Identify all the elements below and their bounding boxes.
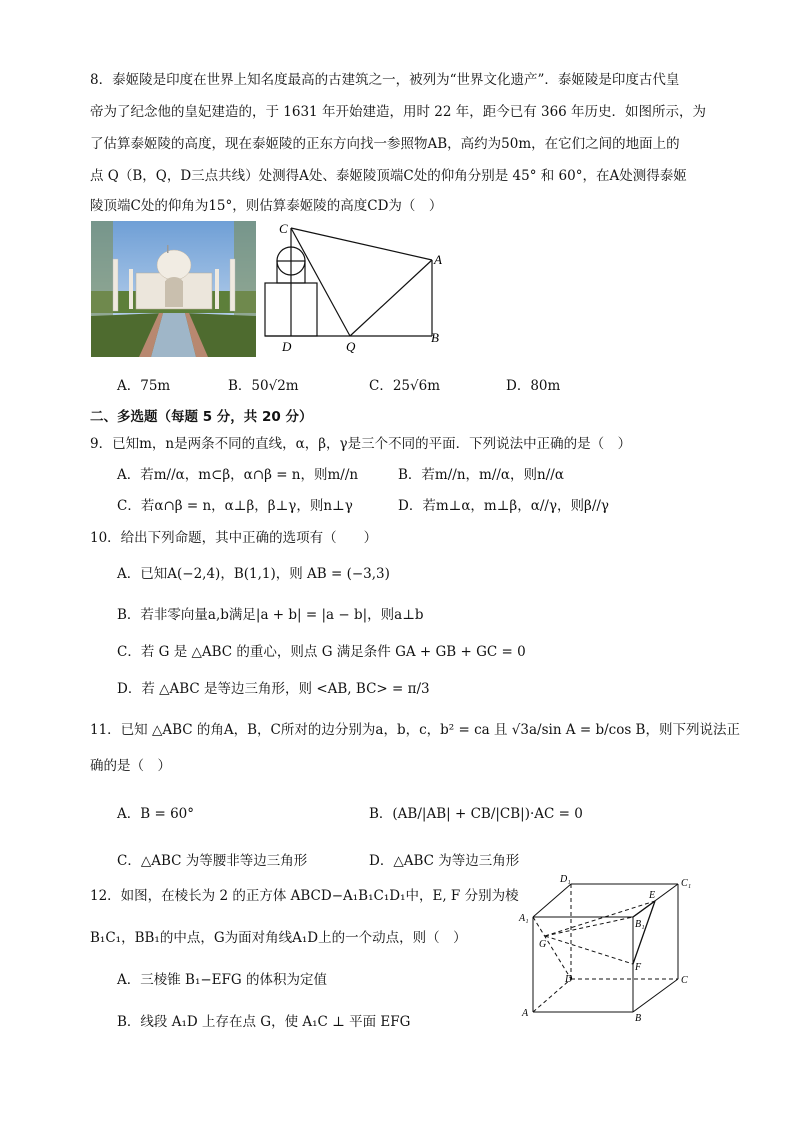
q12-stem-line-1: 12．如图，在棱长为 2 的正方体 ABCD−A₁B₁C₁D₁中，E, F 分别为棱 xyxy=(90,888,519,904)
cube-label-B1: B₁ xyxy=(635,919,645,930)
cube-label-D1: D₁ xyxy=(560,874,571,885)
cube-label-D: D xyxy=(565,974,573,985)
q8-line-1: 8．泰姬陵是印度在世界上知名度最高的古建筑之一，被列为“世界文化遗产”．泰姬陵是印度古代皇 xyxy=(90,72,680,88)
cube-diagram xyxy=(515,870,700,1025)
q9-option-c: C．若α∩β = n，α⊥β，β⊥γ，则n⊥γ xyxy=(117,498,353,514)
q8-line-4: 点 Q（B，Q，D三点共线）处测得A处、泰姬陵顶端C处的仰角分别是 45° 和 60°，在A处测得泰姬 xyxy=(90,168,687,184)
q8-option-b: B．50√2m xyxy=(228,378,299,394)
q10-option-b: B．若非零向量a,b满足|a + b| = |a − b|，则a⊥b xyxy=(117,607,424,623)
label-B: B xyxy=(431,330,439,345)
q10-option-c: C．若 G 是 △ABC 的重心，则点 G 满足条件 GA + GB + GC = 0 xyxy=(117,644,526,660)
section-heading-multiple-choice: 二、多选题（每题 5 分，共 20 分） xyxy=(90,409,313,425)
cube-label-A1: A₁ xyxy=(519,913,529,924)
q12-option-a: A．三棱锥 B₁−EFG 的体积为定值 xyxy=(117,972,327,988)
q8-option-d: D．80m xyxy=(506,378,561,394)
label-C: C xyxy=(279,221,288,236)
cube-label-A: A xyxy=(522,1008,529,1019)
q8-option-c: C．25√6m xyxy=(369,378,441,394)
q8-line-3: 了估算泰姬陵的高度，现在泰姬陵的正东方向找一参照物AB，高约为50m，在它们之间的地面上的 xyxy=(90,136,680,152)
q11-stem-line-2: 确的是（ ） xyxy=(90,758,171,774)
q10-stem: 10．给出下列命题，其中正确的选项有（ ） xyxy=(90,530,378,546)
label-A: A xyxy=(434,252,442,267)
q11-option-a: A．B = 60° xyxy=(117,806,194,822)
cube-label-G: G xyxy=(539,939,547,950)
q10-option-d: D．若 △ABC 是等边三角形，则 <AB, BC> = π/3 xyxy=(117,681,430,697)
q12-option-b: B．线段 A₁D 上存在点 G，使 A₁C ⊥ 平面 EFG xyxy=(117,1014,411,1030)
q12-stem-line-2: B₁C₁，BB₁的中点，G为面对角线A₁D上的一个动点，则（ ） xyxy=(90,930,467,946)
q9-option-d: D．若m⊥α，m⊥β，α//γ，则β//γ xyxy=(398,498,609,514)
cube-label-C: C xyxy=(681,975,688,986)
cube-label-C1: C₁ xyxy=(681,878,692,889)
label-Q: Q xyxy=(346,339,356,354)
q9-option-b: B．若m//n，m//α，则n//α xyxy=(398,467,564,483)
cube-label-E: E xyxy=(649,890,656,901)
q8-line-2: 帝为了纪念他的皇妃建造的，于 1631 年开始建造，用时 22 年，距今已有 366 年历史．如图所示，为 xyxy=(90,104,707,120)
q11-option-d: D．△ABC 为等边三角形 xyxy=(369,853,520,869)
cube-label-B: B xyxy=(635,1013,642,1024)
label-D: D xyxy=(282,339,292,354)
q8-line-5: 陵顶端C处的仰角为15°，则估算泰姬陵的高度CD为（ ） xyxy=(90,198,443,214)
q11-stem-line-1: 11．已知 △ABC 的角A，B，C所对的边分别为a，b，c，b² = ca 且 √3a/sin A = b/cos B，则下列说法正 xyxy=(90,722,740,738)
q10-option-a: A．已知A(−2,4)，B(1,1)，则 AB = (−3,3) xyxy=(117,566,390,582)
q9-stem: 9．已知m，n是两条不同的直线，α，β，γ是三个不同的平面．下列说法中正确的是（ ） xyxy=(90,436,632,452)
cube-label-F: F xyxy=(635,962,642,973)
q11-option-c: C．△ABC 为等腰非等边三角形 xyxy=(117,853,308,869)
q8-geometry-diagram xyxy=(262,218,447,358)
taj-mahal-photo xyxy=(91,221,256,357)
q9-option-a: A．若m//α，m⊂β，α∩β = n，则m//n xyxy=(117,467,359,483)
q8-option-a: A．75m xyxy=(117,378,171,394)
q11-option-b: B．(AB/|AB| + CB/|CB|)·AC = 0 xyxy=(369,806,583,822)
